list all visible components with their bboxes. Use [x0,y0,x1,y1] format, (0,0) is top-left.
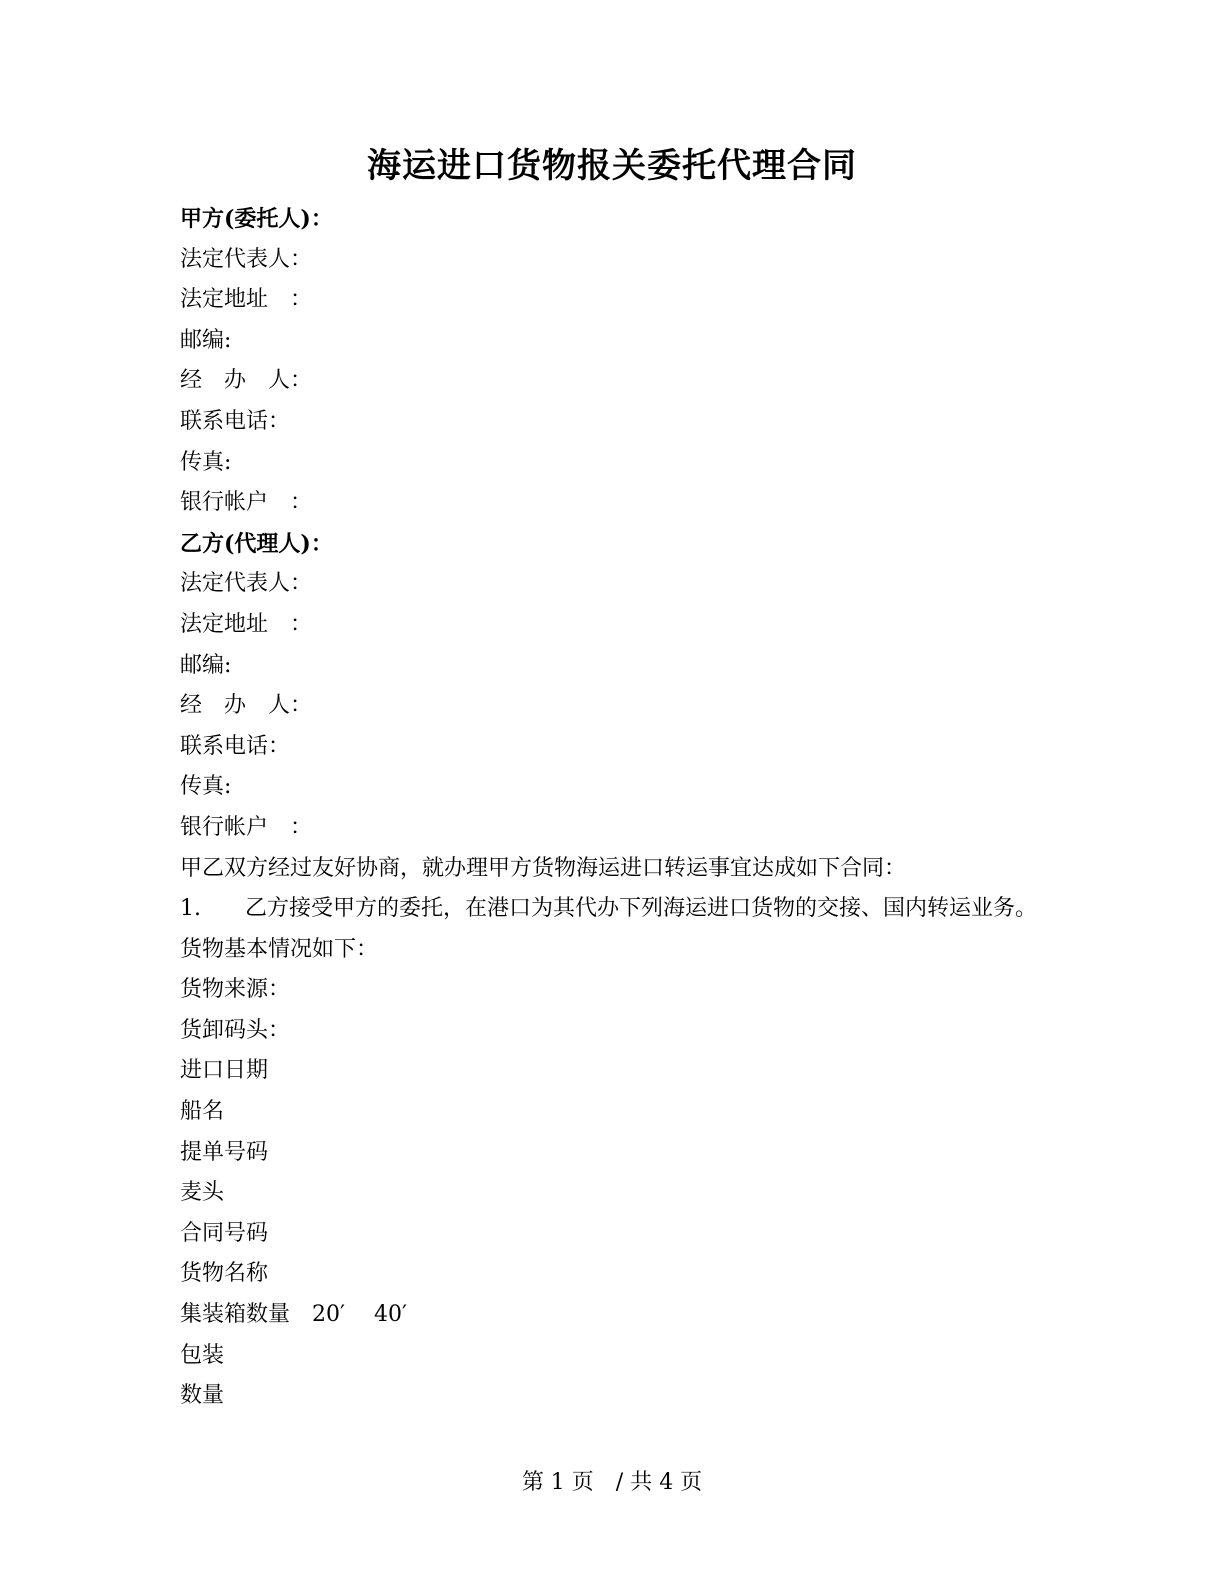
cargo-bill-of-lading-number: 提单号码 [180,1139,269,1165]
party-b-bank-account: 银行帐户 ： [180,814,313,840]
cargo-quantity: 数量 [180,1383,225,1409]
party-a-phone: 联系电话： [180,408,291,434]
party-a-legal-representative: 法定代表人： [180,246,313,272]
page-footer: 第 1 页 / 共 4 页 [521,1470,703,1495]
cargo-container-count: 集装箱数量 20′ 40′ [180,1302,407,1328]
cargo-packaging: 包装 [180,1342,225,1368]
cargo-goods-name: 货物名称 [180,1261,269,1287]
party-a-heading: 甲方(委托人)： [180,206,333,232]
party-b-postcode: 邮编: [180,652,232,678]
party-a-postcode: 邮编: [180,327,232,353]
cargo-vessel-name: 船名 [180,1099,225,1125]
party-a-bank-account: 银行帐户 ： [180,490,313,516]
cargo-import-date: 进口日期 [180,1058,269,1084]
party-a-handler: 经 办 人： [180,368,313,394]
party-b-handler: 经 办 人： [180,693,313,719]
document-title: 海运进口货物报关委托代理合同 [367,146,857,186]
party-b-fax: 传真: [180,774,232,800]
party-b-phone: 联系电话： [180,733,291,759]
document-body [180,199,1050,1417]
party-a-fax: 传真: [180,449,232,475]
cargo-unloading-wharf: 货卸码头： [180,1017,291,1043]
party-a-legal-address: 法定地址 ： [180,287,313,313]
clause-1: 1. 乙方接受甲方的委托，在港口为其代办下列海运进口货物的交接、国内转运业务。货物基本情况如下： [180,896,1037,962]
party-b-legal-representative: 法定代表人： [180,571,313,597]
cargo-shipping-mark: 麦头 [180,1180,225,1206]
party-b-heading: 乙方(代理人)： [180,530,333,557]
cargo-source: 货物来源： [180,977,291,1003]
party-b-legal-address: 法定地址 ： [180,611,313,637]
cargo-contract-number: 合同号码 [180,1220,269,1246]
contract-intro: 甲乙双方经过友好协商，就办理甲方货物海运进口转运事宜达成如下合同： [180,855,907,881]
